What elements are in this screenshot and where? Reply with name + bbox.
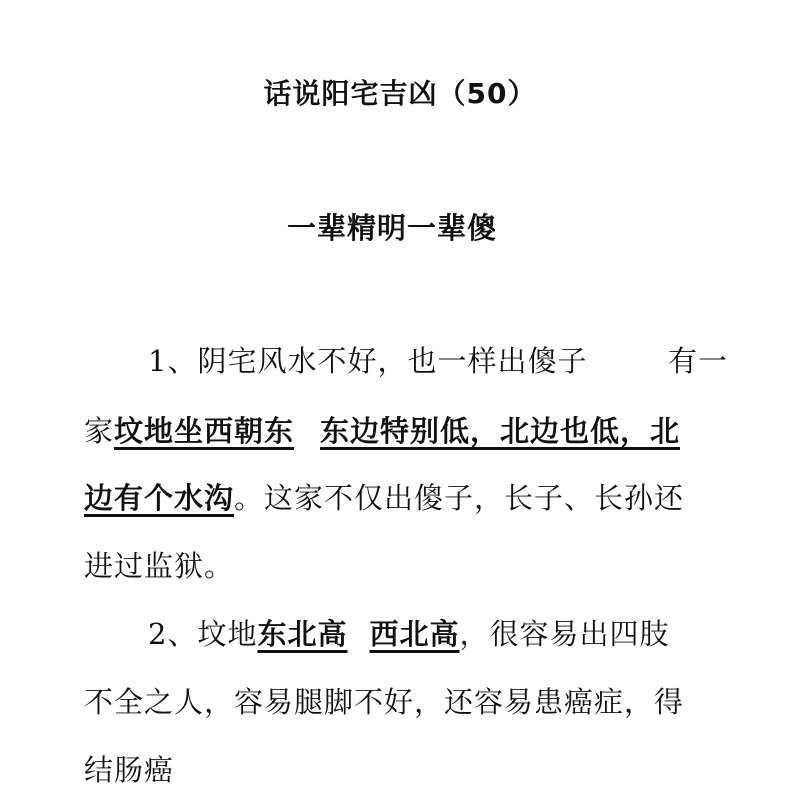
text-segment: ，很容易出四肢 [459, 617, 670, 651]
underlined-text-segment: 坟地坐西朝东 [114, 414, 295, 448]
paragraph-line [148, 341, 728, 381]
text-segment: 进过监狱。 [84, 549, 235, 583]
paragraph-line [84, 750, 724, 790]
underlined-text-segment: 边有个水沟 [84, 481, 235, 515]
paragraph-line [84, 411, 724, 451]
paragraph-line [84, 546, 724, 586]
text-segment: 。这家不仅出傻子，长子、长孙还 [234, 481, 685, 515]
underlined-text-segment: 西北高 [369, 617, 460, 651]
underlined-text-segment: 东边特别低，北边也低，北 [320, 414, 681, 448]
text-segment: 1、阴宅风水不好，也一样出傻子 [148, 344, 588, 378]
text-segment: 2、坟地 [148, 617, 258, 651]
text-segment: 不全之人，容易腿脚不好，还容易患癌症，得 [84, 685, 685, 719]
text-segment: 家 [84, 414, 115, 448]
paragraph-line [84, 478, 724, 518]
text-segment: 结肠癌 [84, 753, 175, 787]
paragraph-line [84, 682, 724, 722]
paragraph-line [148, 614, 728, 654]
document-subtitle: 一辈精明一辈傻 [286, 211, 497, 245]
text-segment: 有一 [667, 344, 728, 378]
underlined-text-segment: 东北高 [257, 617, 348, 651]
document-title: 话说阳宅吉凶（50） [263, 77, 537, 110]
